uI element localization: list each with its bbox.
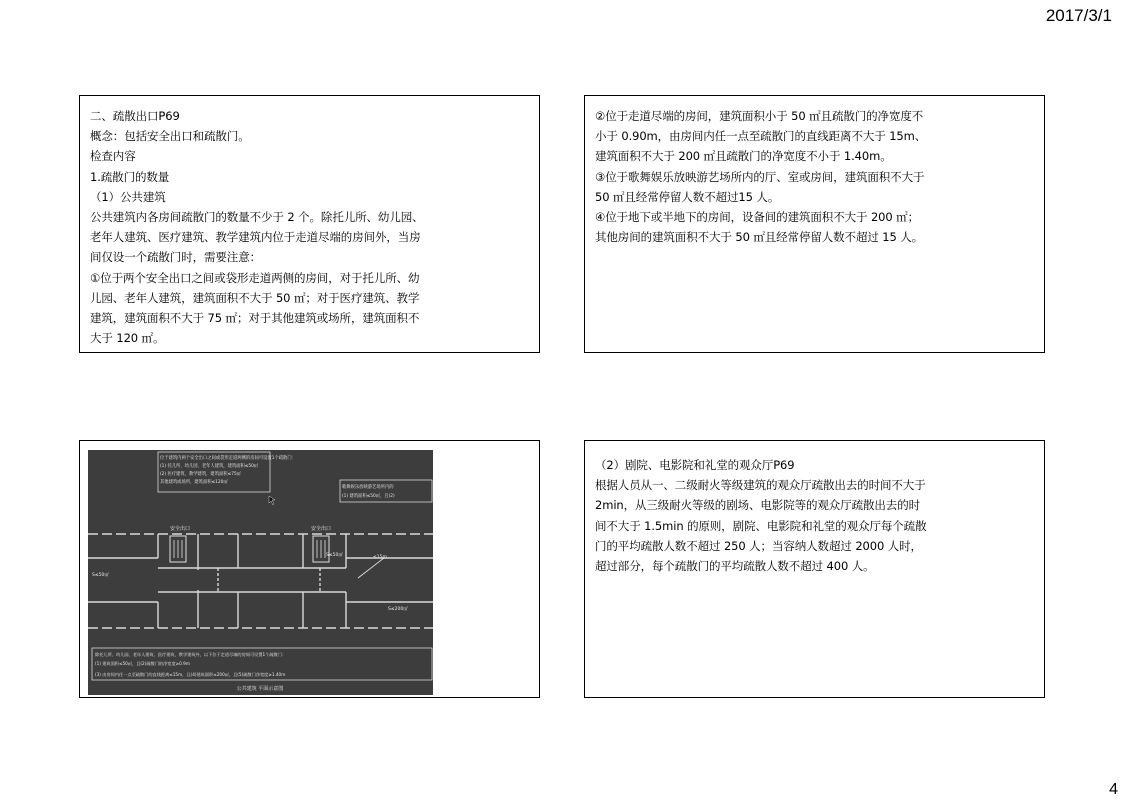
slide-thumbnail-2	[584, 95, 1045, 353]
slide-title: （2）剧院、电影院和礼堂的观众厅P69	[595, 458, 795, 472]
slide-thumbnail-1	[79, 95, 540, 353]
safety-exit-label: 安全出口	[169, 526, 191, 532]
text-line: 儿园、老年人建筑，建筑面积不大于 50 ㎡；对于医疗建筑、教学	[90, 290, 420, 305]
area-label: S≤200㎡	[388, 607, 408, 612]
area-label: S≤50㎡	[92, 573, 109, 578]
note-right-1: 歌舞娱乐放映游艺场所内的	[342, 485, 394, 490]
text-line: 公共建筑内各房间疏散门的数量不少于 2 个。除托儿所、幼儿园、	[90, 210, 424, 225]
note-top-2: (1) 托儿所、幼儿园、老年人建筑，建筑面积≤50㎡	[160, 464, 259, 469]
slide-thumbnail-3	[79, 440, 540, 698]
text-line: （1）公共建筑	[90, 189, 166, 204]
slide-title: 二、疏散出口P69	[90, 109, 180, 123]
note-bottom-2: (1) 建筑面积≤50㎡，且(2)疏散门的净宽度≥0.9m	[95, 661, 190, 666]
text-line: 间不大于 1.5min 的原则，剧院、电影院和礼堂的观众厅每个疏散	[595, 518, 927, 533]
diagram-caption: 公共建筑 平面示意图	[236, 686, 284, 692]
text-line: 建筑，建筑面积不大于 75 ㎡；对于其他建筑或场所，建筑面积不	[90, 311, 420, 326]
text-line: 建筑面积不大于 200 ㎡且疏散门的净宽度不小于 1.40m。	[595, 149, 892, 164]
text-line: 检查内容	[90, 149, 136, 164]
text-line: ④位于地下或半地下的房间，设备间的建筑面积不大于 200 ㎡；	[595, 210, 919, 225]
note-bottom-3: (3) 由房间内任一点至疏散门的直线距离≤15m，且(4)建筑面积≤200㎡，且(5)疏散门净宽度≥1.40m	[95, 672, 286, 677]
note-top-4: 其他建筑或场所，建筑面积≤120㎡	[160, 480, 228, 485]
slide-text-block	[585, 96, 1044, 247]
page-number: 4	[1109, 781, 1118, 798]
text-line: 大于 120 ㎡。	[90, 331, 165, 346]
text-line: ②位于走道尽端的房间，建筑面积小于 50 ㎡且疏散门的净宽度不	[595, 109, 924, 123]
text-line: ①位于两个安全出口之间或袋形走道两侧的房间，对于托儿所、幼	[90, 270, 420, 285]
print-date: 2017/3/1	[1045, 6, 1112, 25]
text-line: 老年人建筑、医疗建筑、教学建筑内位于走道尽端的房间外，当房	[90, 230, 421, 245]
text-line: 其他房间的建筑面积不大于 50 ㎡且经常停留人数不超过 15 人。	[595, 230, 924, 245]
distance-label: ≤15m	[373, 555, 387, 560]
text-line: 根据人员从一、二级耐火等级建筑的观众厅疏散出去的时间不大于	[595, 478, 926, 493]
text-line: 小于 0.90m，由房间内任一点至疏散门的直线距离不大于 15m、	[595, 129, 927, 144]
text-line: ③位于歌舞娱乐放映游艺场所内的厅、室或房间，建筑面积不大于	[595, 169, 925, 184]
text-line: 概念：包括安全出口和疏散门。	[90, 129, 250, 144]
text-line: 间仅设一个疏散门时，需要注意：	[90, 250, 261, 265]
slide-text-block	[585, 441, 1044, 576]
slide-thumbnail-4	[584, 440, 1045, 698]
text-line: 门的平均疏散人数不超过 250 人；当容纳人数超过 2000 人时，	[595, 538, 922, 553]
text-line: 2min，从三级耐火等级的剧场、电影院等的观众厅疏散出去的时	[595, 498, 920, 513]
note-right-2: (1) 建筑面积≤50㎡，且(2)	[342, 494, 395, 499]
slide-text-block	[80, 96, 539, 348]
note-bottom-1: 除托儿所、幼儿园、老年人建筑、医疗建筑、教学建筑外，以下位于走道尽端的房间可设置1个疏散门：	[95, 652, 287, 657]
note-top-1: 位于建筑内两个安全出口之间或袋形走道两侧的房间可设置1个疏散门：	[160, 456, 296, 461]
area-label: S≤50㎡	[326, 553, 343, 558]
text-line: 50 ㎡且经常停留人数不超过15 人。	[595, 189, 780, 204]
text-line: 1.疏散门的数量	[90, 169, 170, 184]
floor-plan-diagram	[88, 450, 433, 695]
safety-exit-label: 安全出口	[310, 526, 332, 532]
note-top-3: (2) 医疗建筑、教学建筑，建筑面积≤75㎡	[160, 472, 241, 477]
text-line: 超过部分，每个疏散门的平均疏散人数不超过 400 人。	[595, 559, 875, 574]
